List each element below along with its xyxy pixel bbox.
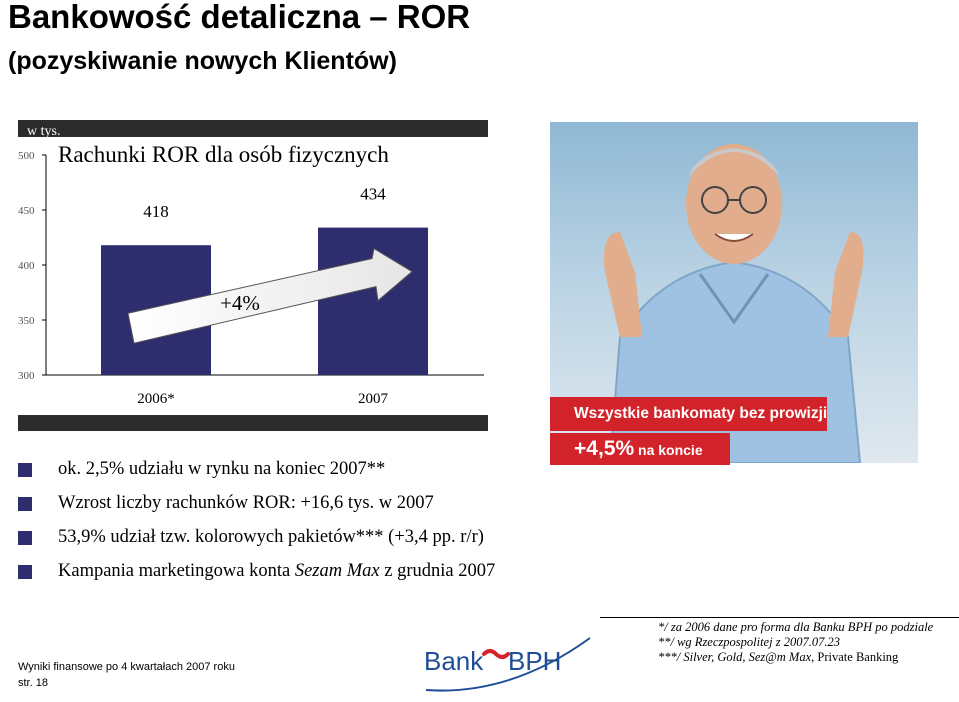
bank-bph-logo [420, 632, 595, 697]
chart-bottom-bar [18, 415, 488, 431]
bar-chart [0, 115, 500, 435]
y-tick-label: 450 [18, 205, 35, 217]
chart-unit-label: w tys. [27, 124, 61, 139]
svg-text:Bank: Bank [424, 646, 484, 676]
bar-data-label: 434 [360, 184, 386, 204]
svg-text:BPH: BPH [508, 646, 562, 676]
x-category-label: 2007 [358, 391, 388, 407]
ad-banner-rate: +4,5% na koncie [550, 433, 730, 465]
y-tick-label: 300 [18, 370, 35, 382]
bullet-square [18, 565, 32, 579]
bar [318, 228, 428, 375]
bullet-square [18, 497, 32, 511]
highlight-item: Wzrost liczby rachunków ROR: +16,6 tys. w 2007 [18, 486, 495, 520]
y-tick-label: 400 [18, 260, 35, 272]
highlight-item: 53,9% udział tzw. kolorowych pakietów*** (+3,4 pp. r/r) [18, 520, 495, 554]
bar-data-label: 418 [143, 202, 169, 222]
x-category-label: 2006* [137, 391, 175, 407]
page-subtitle: (pozyskiwanie nowych Klientów) [8, 47, 397, 75]
y-tick-label: 500 [18, 150, 35, 162]
bullet-square [18, 463, 32, 477]
y-tick-label: 350 [18, 315, 35, 327]
chart-top-bar [18, 120, 488, 137]
footnotes: */ za 2006 dane pro forma dla Banku BPH po podziale **/ wg Rzeczpospolitej z 2007.07.23 ***/ Silver, Gold, Sez@m Max, Private Banking [658, 620, 934, 664]
highlights-list [18, 452, 495, 588]
bullet-square [18, 531, 32, 545]
highlight-item: ok. 2,5% udziału w rynku na koniec 2007** [18, 452, 495, 486]
footer-source: Wyniki finansowe po 4 kwartałach 2007 roku str. 18 [18, 661, 235, 689]
footer-divider [600, 617, 959, 618]
ad-banner-atm: Wszystkie bankomaty bez prowizji [550, 397, 827, 431]
page-title: Bankowość detaliczna – ROR [8, 0, 471, 35]
highlight-item: Kampania marketingowa konta Sezam Max z grudnia 2007 [18, 554, 495, 588]
growth-label: +4% [220, 290, 260, 315]
chart-title: Rachunki ROR dla osób fizycznych [58, 142, 389, 167]
